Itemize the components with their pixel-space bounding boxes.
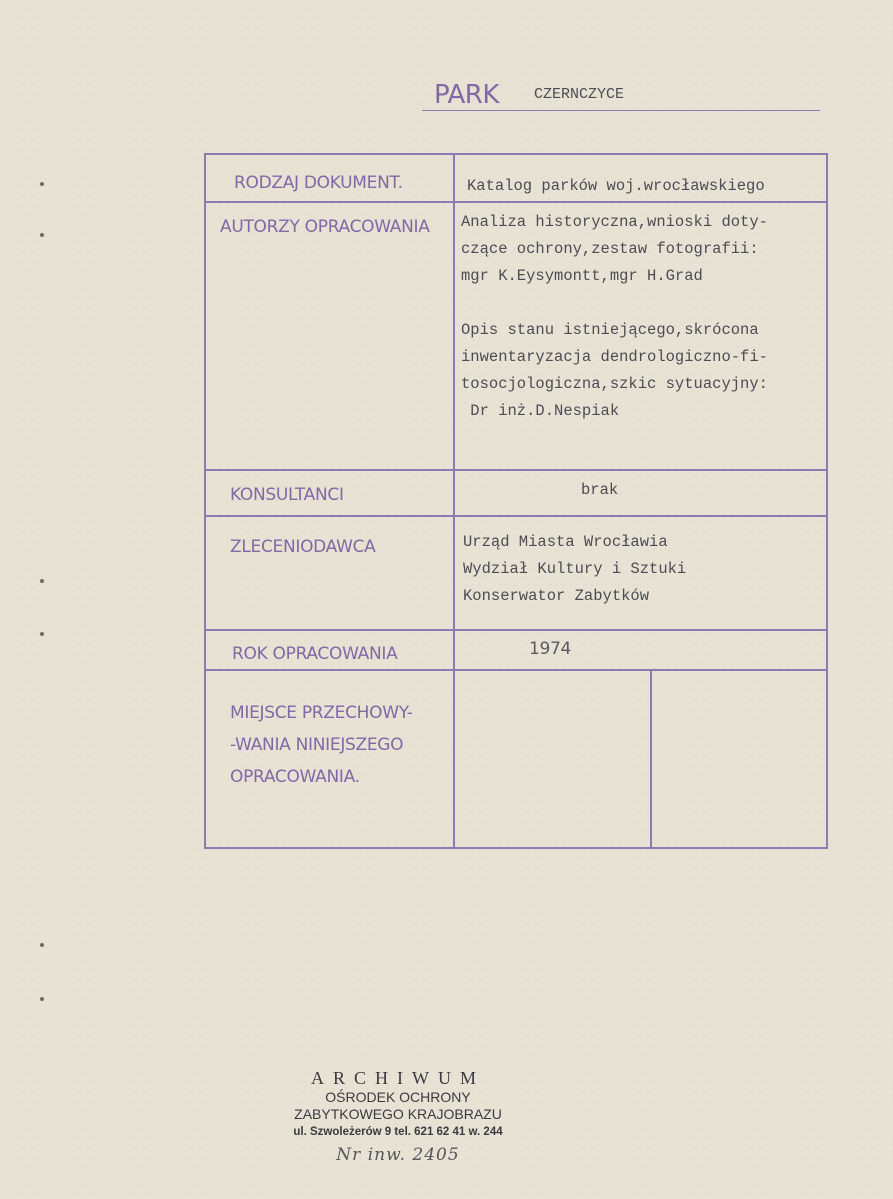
value-year: 1974	[529, 639, 572, 659]
label-year: ROK OPRACOWANIA	[232, 644, 398, 664]
row-consultants	[206, 471, 826, 517]
archive-stamp-line: ZABYTKOWEGO KRAJOBRAZU	[294, 1106, 502, 1122]
row-authors	[206, 203, 826, 471]
label-authors: AUTORZY OPRACOWANIA	[220, 217, 430, 237]
margin-mark	[40, 182, 44, 186]
value-document-type: Katalog parków woj.wrocławskiego	[467, 177, 765, 195]
label-document-type: RODZAJ DOKUMENT.	[234, 173, 403, 193]
inventory-number-handwritten: Nr inw. 2405	[336, 1145, 460, 1165]
value-consultants: brak	[581, 481, 619, 499]
row-year	[206, 631, 826, 671]
archive-stamp-title: ARCHIWUM	[311, 1068, 485, 1088]
margin-mark	[40, 943, 44, 947]
row-storage-location	[206, 671, 826, 847]
archive-stamp	[288, 1068, 508, 1165]
value-authors: Analiza historyczna,wnioski doty- czące ochrony,zestaw fotografii: mgr K.Eysymontt,mgr H.Grad Opis stanu istniejącego,skrócona inwentaryzacja dendrologiczno-fi- tosocjologiczna,szkic sytuacyjny: Dr inż.D.Nespiak	[461, 213, 768, 420]
park-label: PARK	[434, 80, 499, 110]
park-name: CZERNCZYCE	[534, 86, 625, 103]
margin-mark	[40, 579, 44, 583]
margin-mark	[40, 233, 44, 237]
margin-mark	[40, 997, 44, 1001]
archive-stamp-line: OŚRODEK OCHRONY	[325, 1089, 471, 1105]
document-header	[422, 78, 820, 111]
document-form-table	[204, 153, 828, 849]
label-commissioner: ZLECENIODAWCA	[230, 537, 376, 557]
archive-stamp-address: ul. Szwoleżerów 9 tel. 621 62 41 w. 244	[293, 1126, 503, 1138]
label-storage-location: MIEJSCE PRZECHOWY- -WANIA NINIEJSZEGO OPRACOWANIA.	[230, 703, 413, 787]
storage-column-divider	[650, 671, 652, 847]
margin-mark	[40, 632, 44, 636]
row-commissioner	[206, 517, 826, 631]
row-document-type	[206, 155, 826, 203]
value-commissioner: Urząd Miasta Wrocławia Wydział Kultury i Sztuki Konserwator Zabytków	[463, 533, 687, 605]
label-consultants: KONSULTANCI	[230, 485, 344, 505]
